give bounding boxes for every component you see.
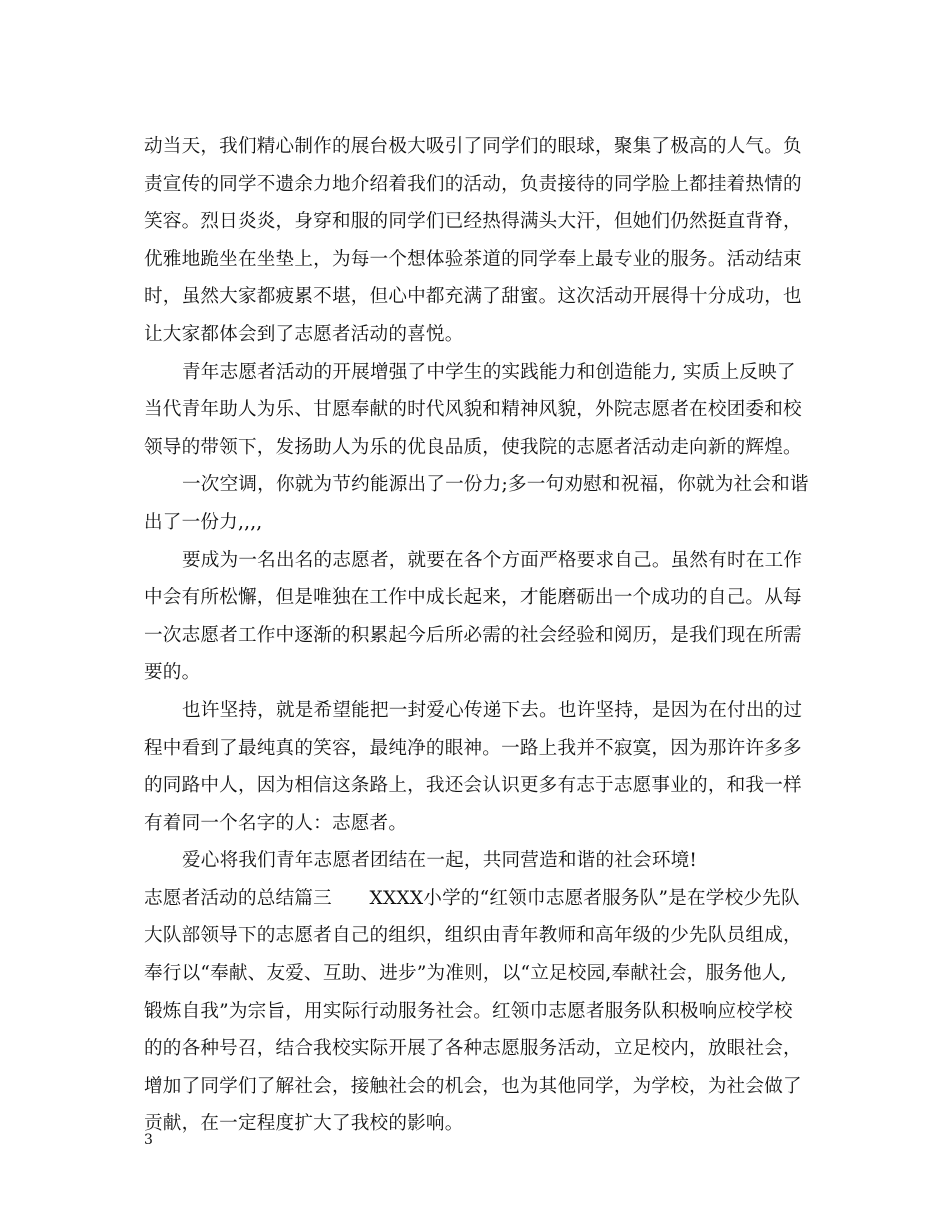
text-line: 要成为一名出名的志愿者，就要在各个方面严格要求自己。虽然有时在工作 bbox=[182, 549, 803, 571]
text-line: 时，虽然大家都疲累不堪，但心中都充满了甜蜜。这次活动开展得十分成功，也 bbox=[144, 286, 802, 308]
text-line: 志愿者活动的总结篇三 XXXX小学的“红领巾志愿者服务队”是在学校少先队 bbox=[144, 887, 800, 909]
text-line: 的的各种号召，结合我校实际开展了各种志愿服务活动，立足校内，放眼社会， bbox=[144, 1038, 802, 1060]
text-line: 责宣传的同学不遗余力地介绍着我们的活动，负责接待的同学脸上都挂着热情的 bbox=[144, 173, 802, 195]
text-line: 程中看到了最纯真的笑容，最纯净的眼神。一路上我并不寂寞，因为那许许多多 bbox=[144, 737, 802, 759]
text-line: 增加了同学们了解社会，接触社会的机会，也为其他同学，为学校，为社会做了 bbox=[144, 1075, 802, 1097]
text-line: 笑容。烈日炎炎，身穿和服的同学们已经热得满头大汗，但她们仍然挺直背脊， bbox=[144, 211, 802, 233]
text-line: 的同路中人，因为相信这条路上，我还会认识更多有志于志愿事业的，和我一样 bbox=[144, 775, 802, 797]
text-line: 有着同一个名字的人：志愿者。 bbox=[144, 812, 408, 834]
text-line: 一次空调，你就为节约能源出了一份力;多一句劝慰和祝福，你就为社会和谐 bbox=[182, 474, 809, 496]
text-line: 优雅地跪坐在坐垫上，为每一个想体验茶道的同学奉上最专业的服务。活动结束 bbox=[144, 248, 802, 270]
page-number: 3 bbox=[144, 1132, 153, 1148]
text-line: 贡献，在一定程度扩大了我校的影响。 bbox=[144, 1113, 464, 1135]
text-line: 爱心将我们青年志愿者团结在一起，共同营造和谐的社会环境! bbox=[182, 850, 698, 872]
text-line: 青年志愿者活动的开展增强了中学生的实践能力和创造能力, 实质上反映了 bbox=[182, 361, 796, 383]
text-line: 大队部领导下的志愿者自己的组织，组织由青年教师和高年级的少先队员组成， bbox=[144, 925, 802, 947]
text-line: 出了一份力,,,, bbox=[144, 511, 263, 533]
text-line: 奉行以“奉献、友爱、互助、进步”为准则，以“立足校园,奉献社会，服务他人, bbox=[144, 963, 787, 985]
text-line: 领导的带领下，发扬助人为乐的优良品质，使我院的志愿者活动走向新的辉煌。 bbox=[144, 436, 802, 458]
text-line: 一次志愿者工作中逐渐的积累起今后所必需的社会经验和阅历，是我们现在所需 bbox=[144, 624, 802, 646]
text-line: 锻炼自我”为宗旨，用实际行动服务社会。红领巾志愿者服务队积极响应校学校 bbox=[144, 1000, 793, 1022]
text-line: 中会有所松懈，但是唯独在工作中成长起来，才能磨砺出一个成功的自己。从每 bbox=[144, 587, 802, 609]
text-line: 要的。 bbox=[144, 662, 201, 684]
text-line: 让大家都体会到了志愿者活动的喜悦。 bbox=[144, 323, 464, 345]
text-line: 当代青年助人为乐、甘愿奉献的时代风貌和精神风貌，外院志愿者在校团委和校 bbox=[144, 399, 802, 421]
text-line: 动当天，我们精心制作的展台极大吸引了同学们的眼球，聚集了极高的人气。负 bbox=[144, 136, 802, 157]
body-text bbox=[144, 128, 814, 1143]
text-line: 也许坚持，就是希望能把一封爱心传递下去。也许坚持，是因为在付出的过 bbox=[182, 699, 803, 721]
